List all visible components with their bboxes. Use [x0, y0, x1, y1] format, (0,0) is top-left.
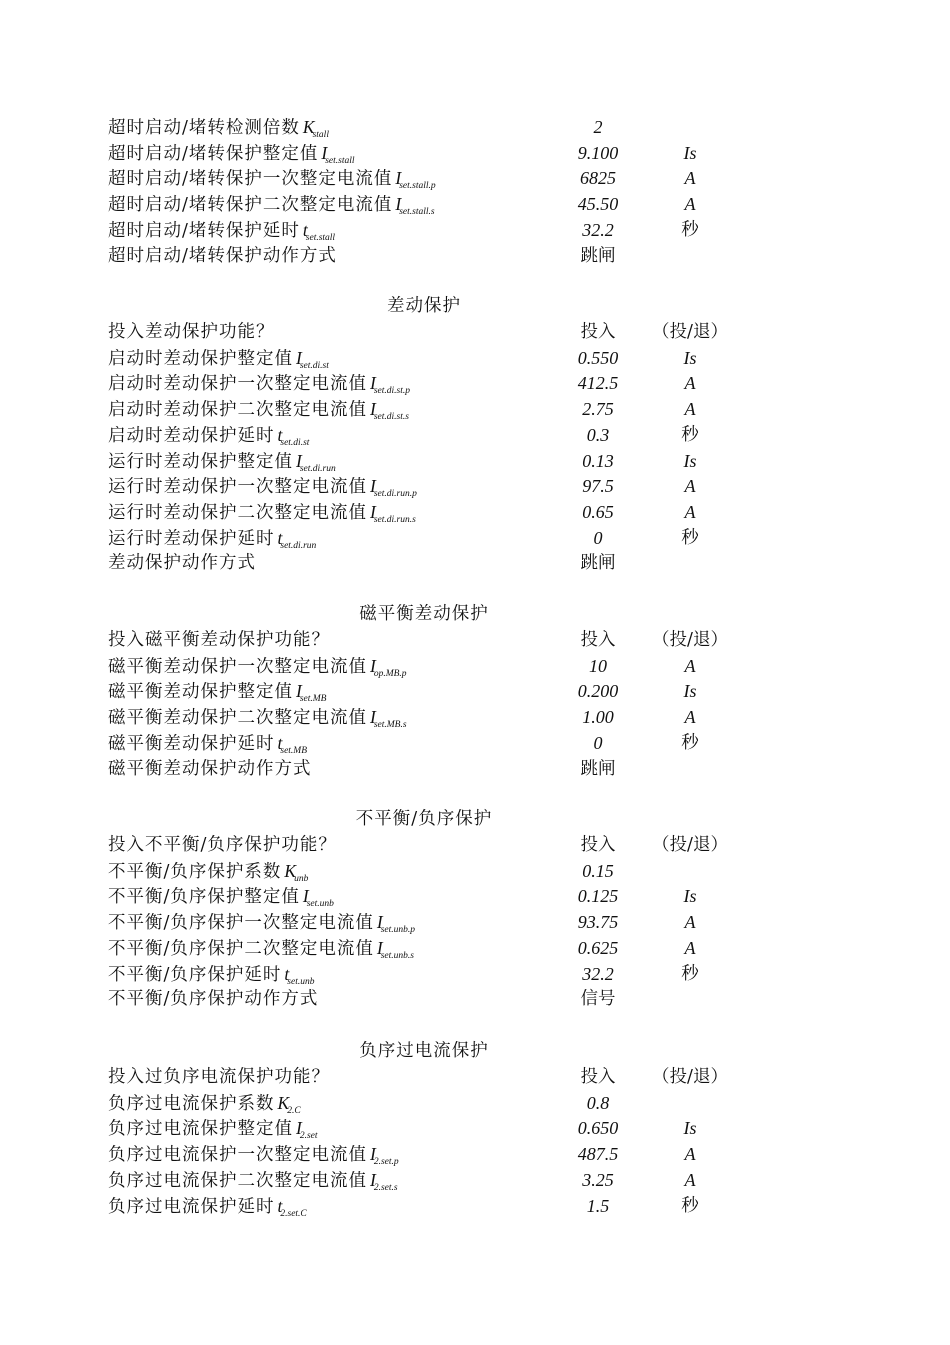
setting-label-text: 不平衡/负序保护二次整定电流值	[108, 938, 374, 959]
section-heading: 磁平衡差动保护	[359, 604, 489, 624]
setting-symbol: t	[302, 219, 308, 240]
setting-unit: A	[684, 501, 696, 522]
setting-label	[108, 860, 296, 883]
setting-row	[0, 988, 950, 1014]
setting-subscript: set.stall	[305, 232, 336, 243]
setting-unit: 秒	[681, 527, 699, 548]
setting-label-text: 不平衡/负序保护延时	[108, 964, 282, 985]
setting-label	[108, 655, 376, 678]
setting-row	[0, 424, 950, 450]
setting-row	[0, 1143, 950, 1169]
setting-label	[108, 552, 256, 574]
setting-row	[0, 1169, 950, 1195]
setting-subscript: set.MB	[299, 694, 327, 705]
setting-symbol: I	[296, 681, 302, 702]
setting-label-text: 超时启动/堵转保护延时	[108, 220, 300, 241]
setting-row	[0, 475, 950, 501]
setting-unit: 秒	[681, 732, 699, 753]
setting-value: 9.100	[577, 142, 619, 163]
setting-value: 投入	[580, 835, 616, 855]
setting-row	[0, 1066, 950, 1092]
setting-unit: A	[684, 194, 696, 215]
setting-symbol: K	[277, 1092, 290, 1113]
setting-value: 6825	[580, 168, 616, 189]
setting-value: 0.650	[577, 1118, 619, 1139]
setting-label	[108, 963, 289, 986]
setting-unit: 秒	[681, 1195, 699, 1216]
setting-label-text: 超时启动/堵转检测倍数	[108, 118, 300, 138]
setting-label	[108, 911, 383, 934]
setting-label-text: 不平衡/负序保护一次整定电流值	[108, 913, 374, 934]
setting-label-text: 负序过电流保护整定值	[108, 1119, 293, 1140]
setting-subscript: unb	[294, 873, 309, 884]
setting-unit: A	[684, 1169, 696, 1190]
setting-unit: Is	[683, 681, 697, 702]
setting-row	[0, 629, 950, 655]
setting-unit: Is	[683, 1118, 697, 1139]
setting-label-text: 启动时差动保护整定值	[108, 348, 293, 369]
setting-label	[108, 1066, 330, 1088]
setting-value: 0.125	[577, 886, 619, 907]
setting-label	[108, 1143, 376, 1166]
setting-row	[0, 655, 950, 681]
setting-unit: A	[684, 655, 696, 676]
setting-label	[108, 527, 282, 550]
setting-value: 93.75	[577, 912, 619, 933]
setting-label-text: 投入差动保护功能？	[108, 322, 275, 342]
setting-label	[108, 732, 282, 755]
setting-row	[0, 167, 950, 193]
setting-label-text: 负序过电流保护延时	[108, 1196, 275, 1217]
setting-label-text: 运行时差动保护二次整定电流值	[108, 502, 367, 523]
setting-label-text: 超时启动/堵转保护一次整定电流值	[108, 169, 393, 190]
setting-unit: Is	[683, 347, 697, 368]
setting-value: 1.5	[586, 1195, 610, 1216]
setting-row	[0, 372, 950, 398]
setting-symbol: I	[370, 1169, 376, 1190]
setting-subscript: set.di.run.p	[373, 489, 417, 500]
setting-subscript: 2.set.C	[280, 1208, 307, 1219]
setting-row	[0, 501, 950, 527]
setting-label	[108, 167, 401, 190]
setting-value: 0.625	[577, 937, 619, 958]
setting-subscript: set.unb.s	[380, 950, 414, 961]
setting-unit: Is	[683, 886, 697, 907]
setting-unit: （投/退）	[652, 1067, 728, 1087]
setting-symbol: I	[370, 1144, 376, 1165]
setting-label-text: 启动时差动保护延时	[108, 425, 275, 446]
setting-label	[108, 937, 383, 960]
setting-symbol: t	[277, 1195, 283, 1216]
setting-row	[0, 219, 950, 245]
setting-subscript: 2.set.s	[373, 1182, 398, 1193]
setting-label-text: 不平衡/负序保护整定值	[108, 887, 300, 908]
setting-row	[0, 193, 950, 219]
setting-subscript: set.di.run	[299, 463, 336, 474]
setting-symbol: I	[370, 707, 376, 728]
setting-symbol: I	[395, 194, 402, 215]
setting-unit: 秒	[681, 219, 699, 240]
setting-label-text: 磁平衡差动保护二次整定电流值	[108, 708, 367, 729]
setting-label-text: 投入不平衡/负序保护功能？	[108, 835, 337, 855]
setting-row	[0, 142, 950, 168]
setting-label-text: 磁平衡差动保护整定值	[108, 682, 293, 703]
setting-symbol: I	[296, 1118, 302, 1139]
setting-subscript: 2.set	[299, 1131, 318, 1142]
setting-row	[0, 834, 950, 860]
setting-value: 0.3	[586, 424, 610, 445]
setting-label	[108, 988, 318, 1010]
setting-label	[108, 501, 376, 524]
setting-value: 487.5	[577, 1144, 619, 1165]
setting-subscript: set.di.st.p	[373, 386, 410, 397]
setting-value: 32.2	[582, 219, 614, 240]
setting-subscript: 2.C	[287, 1105, 301, 1116]
setting-subscript: set.unb	[306, 899, 334, 910]
setting-unit: A	[684, 476, 696, 497]
setting-row	[0, 732, 950, 758]
setting-label-text: 投入过负序电流保护功能？	[108, 1067, 330, 1087]
setting-label	[108, 193, 401, 216]
setting-value: 10	[589, 655, 607, 676]
setting-value: 0.550	[577, 347, 619, 368]
setting-row	[0, 245, 950, 271]
setting-row	[0, 552, 950, 578]
setting-label-text: 负序过电流保护系数	[108, 1093, 275, 1114]
setting-value: 45.50	[577, 194, 619, 215]
setting-subscript: set.stall	[325, 155, 355, 166]
setting-label	[108, 834, 337, 856]
setting-symbol: t	[277, 732, 283, 753]
setting-label	[108, 680, 302, 703]
setting-subscript: op.MB.p	[373, 668, 407, 679]
setting-label	[108, 347, 302, 370]
setting-row	[0, 527, 950, 553]
setting-label-text: 磁平衡差动保护动作方式	[108, 758, 312, 779]
setting-symbol: I	[321, 142, 328, 163]
setting-label	[108, 398, 376, 421]
setting-label	[108, 450, 302, 473]
setting-unit: 秒	[681, 963, 699, 984]
setting-label	[108, 219, 308, 242]
setting-symbol: I	[370, 399, 376, 420]
setting-subscript: set.unb	[287, 976, 315, 987]
setting-unit: Is	[683, 450, 697, 471]
setting-symbol: I	[376, 912, 383, 933]
setting-value: 投入	[580, 630, 616, 650]
setting-value: 3.25	[582, 1169, 614, 1190]
setting-label	[108, 321, 275, 343]
setting-value: 2	[593, 117, 603, 137]
setting-unit: （投/退）	[652, 630, 728, 650]
setting-subscript: set.di.st	[280, 437, 310, 448]
setting-subscript: set.unb.p	[380, 925, 416, 936]
setting-unit: A	[684, 168, 696, 189]
setting-value: 0.200	[577, 681, 619, 702]
setting-label-text: 运行时差动保护整定值	[108, 451, 293, 472]
setting-value: 0.8	[586, 1092, 610, 1113]
setting-value: 0.13	[582, 450, 614, 471]
setting-symbol: I	[370, 655, 376, 676]
setting-value: 投入	[580, 322, 616, 342]
setting-value: 0.15	[582, 860, 614, 881]
setting-value: 32.2	[582, 963, 614, 984]
setting-subscript: set.stall.s	[399, 207, 435, 218]
setting-subscript: set.stall.p	[399, 181, 436, 192]
setting-label-text: 差动保护动作方式	[108, 553, 256, 574]
setting-row	[0, 860, 950, 886]
setting-symbol: I	[302, 886, 309, 907]
setting-subscript: set.di.run	[280, 540, 317, 551]
setting-label	[108, 706, 376, 729]
setting-unit: （投/退）	[652, 835, 728, 855]
setting-symbol: I	[376, 937, 383, 958]
setting-label-text: 投入磁平衡差动保护功能？	[108, 630, 330, 650]
setting-row	[0, 911, 950, 937]
setting-label	[108, 1117, 302, 1140]
setting-label-text: 负序过电流保护二次整定电流值	[108, 1170, 367, 1191]
setting-row	[0, 450, 950, 476]
setting-label	[108, 475, 376, 498]
setting-row	[0, 398, 950, 424]
setting-row	[0, 680, 950, 706]
setting-unit: A	[684, 937, 696, 958]
setting-label	[108, 885, 309, 908]
setting-row	[0, 885, 950, 911]
setting-unit: 秒	[681, 424, 699, 445]
setting-unit: A	[684, 912, 696, 933]
setting-symbol: K	[302, 117, 315, 137]
setting-subscript: stall	[312, 130, 329, 140]
setting-label-text: 启动时差动保护一次整定电流值	[108, 374, 367, 395]
section-heading: 负序过电流保护	[359, 1041, 489, 1061]
setting-label	[108, 245, 337, 267]
setting-symbol: t	[277, 527, 283, 548]
setting-label	[108, 142, 327, 165]
setting-unit: Is	[683, 142, 697, 163]
section-heading: 不平衡/负序保护	[355, 809, 493, 829]
setting-row	[0, 1117, 950, 1143]
setting-value: 信号	[580, 989, 616, 1010]
setting-label	[108, 1195, 282, 1218]
setting-label-text: 不平衡/负序保护系数	[108, 861, 282, 882]
setting-value: 跳闸	[580, 758, 616, 779]
setting-row	[0, 347, 950, 373]
setting-value: 跳闸	[580, 553, 616, 574]
setting-label-text: 运行时差动保护一次整定电流值	[108, 477, 367, 498]
setting-label-text: 不平衡/负序保护动作方式	[108, 989, 319, 1010]
setting-value: 97.5	[582, 476, 614, 497]
setting-unit: A	[684, 373, 696, 394]
setting-row	[0, 706, 950, 732]
setting-row	[0, 758, 950, 784]
setting-unit: A	[684, 707, 696, 728]
setting-value: 2.75	[582, 399, 614, 420]
setting-unit: （投/退）	[652, 322, 728, 342]
setting-symbol: I	[370, 373, 376, 394]
setting-label	[108, 116, 315, 139]
setting-symbol: I	[296, 450, 302, 471]
setting-label-text: 超时启动/堵转保护二次整定电流值	[108, 195, 393, 216]
setting-label	[108, 1092, 289, 1115]
setting-subscript: set.di.run.s	[373, 514, 416, 525]
setting-subscript: set.MB	[280, 745, 308, 756]
setting-label	[108, 424, 282, 447]
setting-symbol: K	[284, 860, 297, 881]
setting-label-text: 磁平衡差动保护一次整定电流值	[108, 656, 367, 677]
setting-label-text: 启动时差动保护二次整定电流值	[108, 400, 367, 421]
setting-symbol: I	[296, 347, 302, 368]
setting-row	[0, 963, 950, 989]
setting-subscript: set.di.st	[299, 360, 329, 371]
setting-row	[0, 116, 950, 142]
setting-unit: A	[684, 1144, 696, 1165]
setting-label	[108, 1169, 376, 1192]
setting-label-text: 负序过电流保护一次整定电流值	[108, 1145, 367, 1166]
setting-label-text: 运行时差动保护延时	[108, 528, 275, 549]
setting-row	[0, 937, 950, 963]
setting-label-text: 超时启动/堵转保护整定值	[108, 143, 319, 164]
setting-value: 0.65	[582, 501, 614, 522]
setting-label	[108, 629, 330, 651]
setting-symbol: t	[284, 963, 290, 984]
setting-label-text: 超时启动/堵转保护动作方式	[108, 245, 337, 266]
setting-value: 跳闸	[580, 245, 616, 266]
section-heading: 差动保护	[387, 296, 461, 316]
setting-row	[0, 1092, 950, 1118]
setting-symbol: t	[277, 424, 283, 445]
setting-label	[108, 372, 376, 395]
setting-subscript: set.MB.s	[373, 720, 407, 731]
setting-value: 0	[593, 527, 603, 548]
setting-symbol: I	[370, 476, 376, 497]
setting-row	[0, 321, 950, 347]
setting-symbol: I	[395, 168, 402, 189]
setting-value: 0	[593, 732, 603, 753]
setting-subscript: 2.set.p	[373, 1157, 399, 1168]
setting-unit: A	[684, 399, 696, 420]
setting-subscript: set.di.st.s	[373, 412, 409, 423]
setting-value: 投入	[580, 1067, 616, 1087]
setting-label	[108, 758, 312, 780]
setting-value: 1.00	[582, 707, 614, 728]
setting-value: 412.5	[577, 373, 619, 394]
setting-row	[0, 1195, 950, 1221]
setting-label-text: 磁平衡差动保护延时	[108, 733, 275, 754]
setting-symbol: I	[370, 501, 376, 522]
